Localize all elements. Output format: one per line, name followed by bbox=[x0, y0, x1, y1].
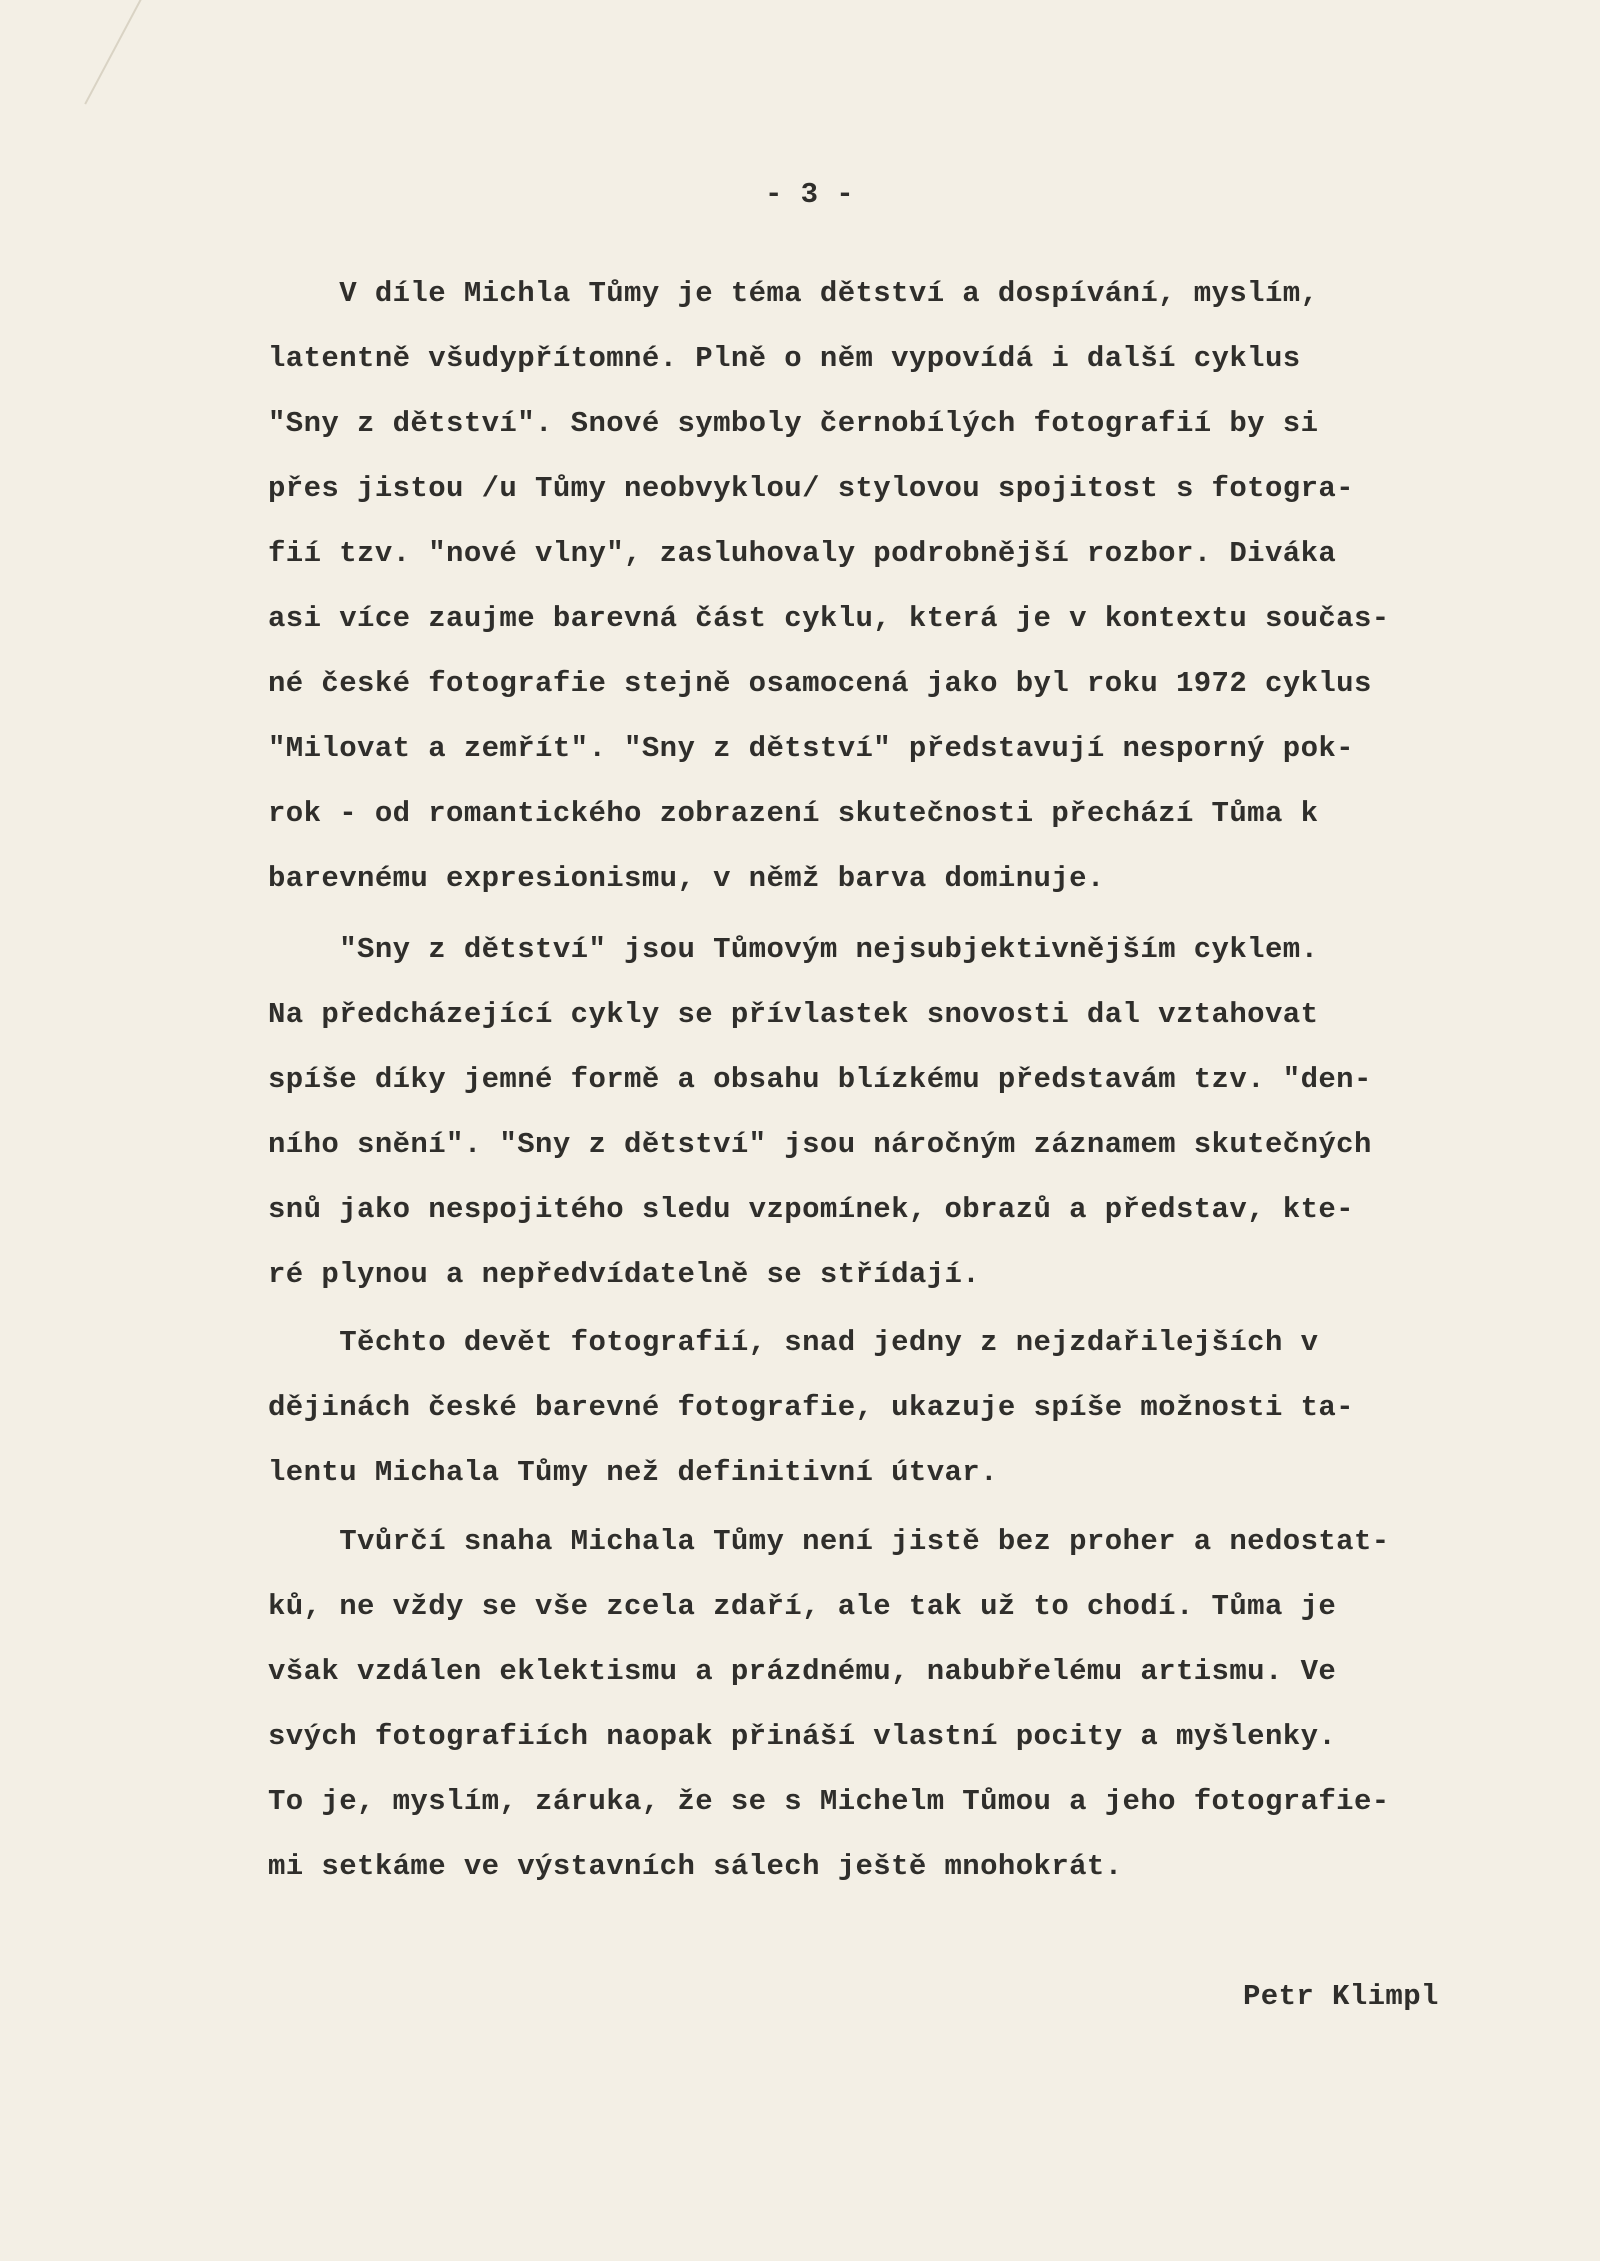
text-line: snů jako nespojitého sledu vzpomínek, obrazů a představ, kte- bbox=[268, 1193, 1354, 1226]
text-line: ré plynou a nepředvídatelně se střídají. bbox=[268, 1258, 981, 1291]
text-line: přes jistou /u Tůmy neobvyklou/ stylovou spojitost s fotogra- bbox=[268, 472, 1354, 505]
text-line: To je, myslím, záruka, že se s Michelm Tůmou a jeho fotografie- bbox=[268, 1785, 1390, 1818]
text-line: "Sny z dětství" jsou Tůmovým nejsubjektivnějším cyklem. bbox=[268, 933, 1319, 966]
text-line: dějinách české barevné fotografie, ukazuje spíše možnosti ta- bbox=[268, 1391, 1354, 1424]
text-line: svých fotografiích naopak přináší vlastní pocity a myšlenky. bbox=[268, 1720, 1337, 1753]
text-line: lentu Michala Tůmy než definitivní útvar. bbox=[268, 1456, 998, 1489]
text-line: mi setkáme ve výstavních sálech ještě mnohokrát. bbox=[268, 1850, 1123, 1883]
page-number: - 3 - bbox=[765, 178, 855, 211]
text-line: však vzdálen eklektismu a prázdnému, nabubřelému artismu. Ve bbox=[268, 1655, 1337, 1688]
text-line: barevnému expresionismu, v němž barva dominuje. bbox=[268, 862, 1105, 895]
author-signature: Petr Klimpl bbox=[1243, 1980, 1439, 2013]
text-line: Těchto devět fotografií, snad jedny z nejzdařilejších v bbox=[268, 1326, 1319, 1359]
text-line: ního snění". "Sny z dětství" jsou náročným záznamem skutečných bbox=[268, 1128, 1372, 1161]
text-line: asi více zaujme barevná část cyklu, která je v kontextu součas- bbox=[268, 602, 1390, 635]
text-line: ků, ne vždy se vše zcela zdaří, ale tak už to chodí. Tůma je bbox=[268, 1590, 1337, 1623]
text-line: Tvůrčí snaha Michala Tůmy není jistě bez proher a nedostat- bbox=[268, 1525, 1390, 1558]
text-line: "Milovat a zemřít". "Sny z dětství" představují nesporný pok- bbox=[268, 732, 1354, 765]
text-line: fií tzv. "nové vlny", zasluhovaly podrobnější rozbor. Diváka bbox=[268, 537, 1337, 570]
text-line: V díle Michla Tůmy je téma dětství a dospívání, myslím, bbox=[268, 277, 1319, 310]
text-line: Na předcházející cykly se přívlastek snovosti dal vztahovat bbox=[268, 998, 1319, 1031]
text-line: "Sny z dětství". Snové symboly černobílých fotografií by si bbox=[268, 407, 1319, 440]
text-line: né české fotografie stejně osamocená jako byl roku 1972 cyklus bbox=[268, 667, 1372, 700]
text-line: rok - od romantického zobrazení skutečnosti přechází Tůma k bbox=[268, 797, 1319, 830]
text-line: spíše díky jemné formě a obsahu blízkému představám tzv. "den- bbox=[268, 1063, 1372, 1096]
paper-fold-line bbox=[84, 0, 151, 105]
text-line: latentně všudypřítomné. Plně o něm vypovídá i další cyklus bbox=[268, 342, 1301, 375]
